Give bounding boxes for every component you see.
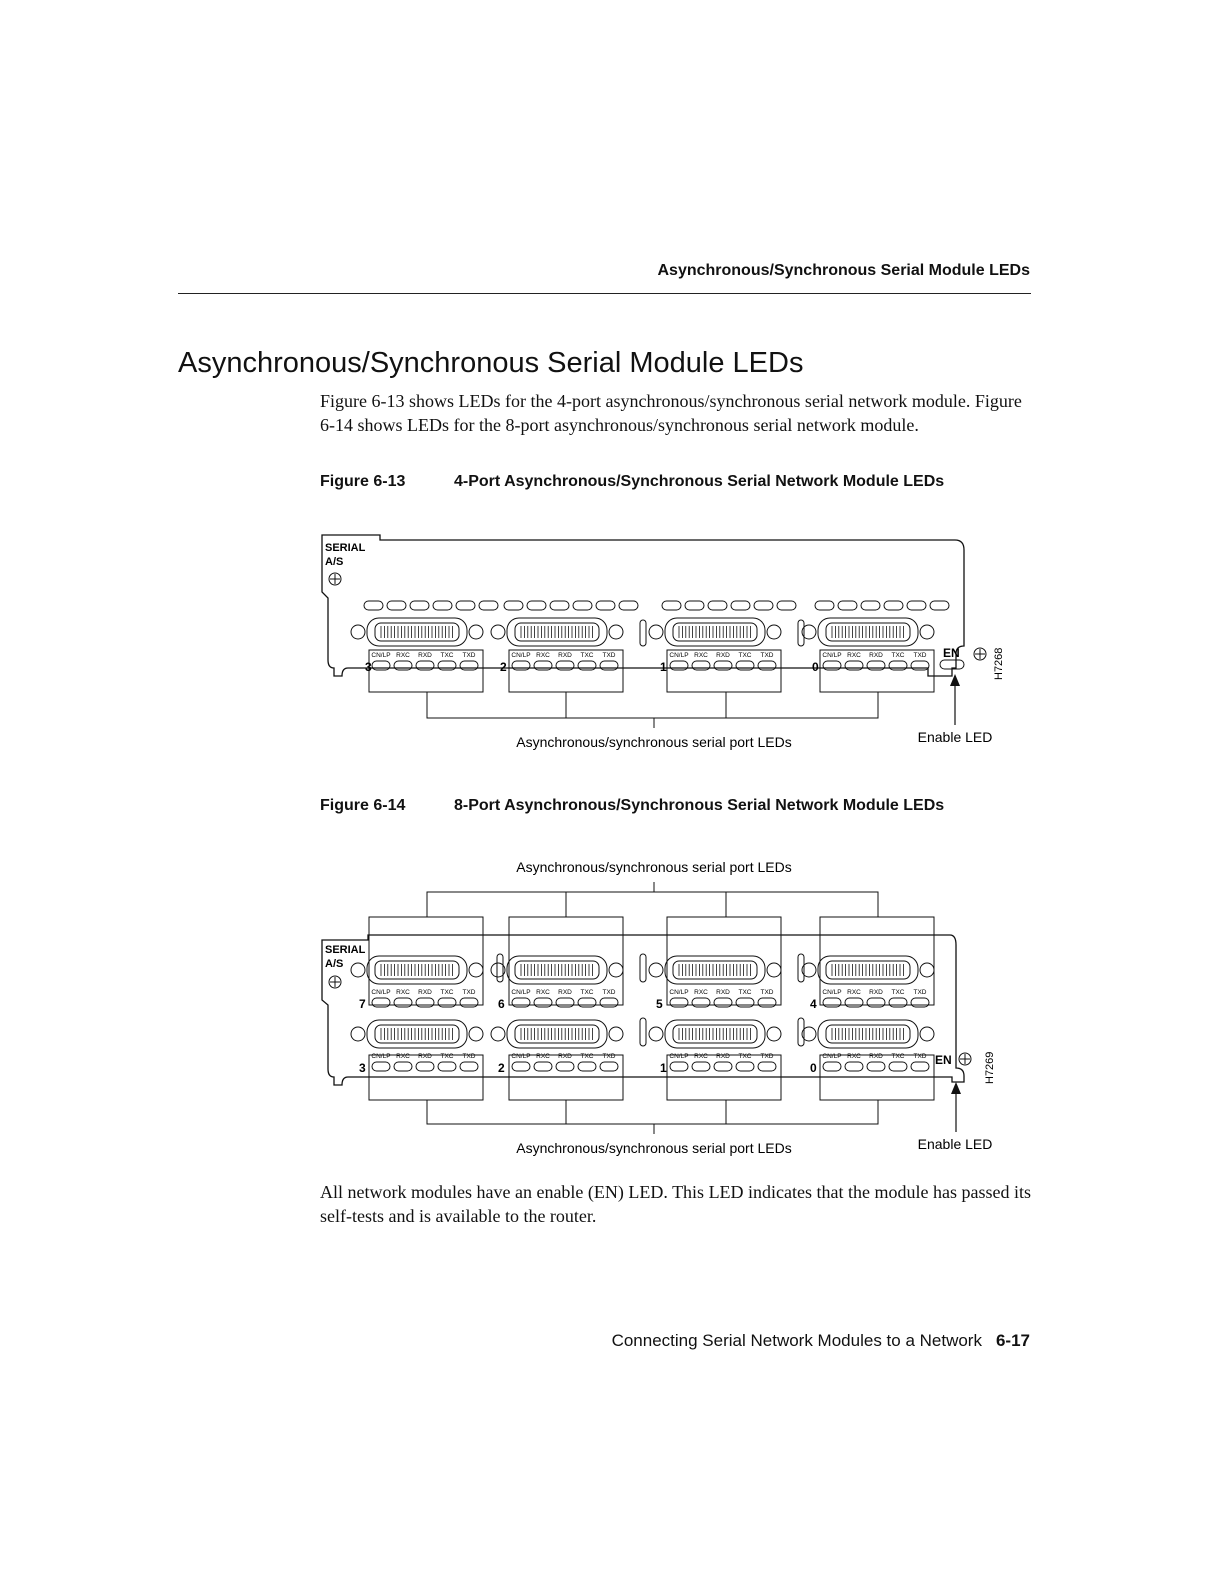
- enable-led-label: EN: [943, 646, 960, 660]
- port-led: [460, 661, 478, 670]
- port-led: [670, 661, 688, 670]
- enable-led-callout-label: Enable LED: [917, 729, 993, 745]
- port-led: [438, 1062, 456, 1071]
- port-led: [438, 998, 456, 1007]
- page-footer: [612, 1331, 1030, 1351]
- enable-led-arrow: [950, 674, 960, 725]
- led-label: CN/LP: [669, 652, 689, 659]
- led-label: CN/LP: [669, 1053, 689, 1060]
- port-led: [911, 1062, 929, 1071]
- panel-screw-icon: [329, 573, 341, 585]
- led-label: RXD: [716, 652, 730, 659]
- led-label: CN/LP: [371, 652, 391, 659]
- serial-connector: [649, 618, 781, 646]
- port-led: [416, 1062, 434, 1071]
- figure-title: 4-Port Asynchronous/Synchronous Serial Network Module LEDs: [454, 473, 945, 490]
- port-led: [714, 661, 732, 670]
- led-label: TXD: [760, 989, 774, 996]
- led-label: RXD: [869, 1053, 883, 1060]
- led-label: CN/LP: [511, 652, 531, 659]
- status-led: [662, 601, 681, 610]
- port-led: [460, 1062, 478, 1071]
- figure-6-14-caption: [320, 797, 944, 815]
- status-led: [861, 601, 880, 610]
- port-led: [911, 661, 929, 670]
- port-number-1: 1: [660, 660, 667, 674]
- serial-connector: [351, 956, 483, 984]
- led-label: TXD: [760, 1053, 774, 1060]
- port-led: [556, 998, 574, 1007]
- port-number-3: 3: [359, 1061, 366, 1075]
- slot-divider: [798, 620, 804, 646]
- port-led: [823, 661, 841, 670]
- led-label: RXD: [869, 652, 883, 659]
- led-label: TXD: [602, 989, 616, 996]
- running-header: Asynchronous/Synchronous Serial Module LEDs: [657, 262, 1030, 279]
- port-led: [867, 1062, 885, 1071]
- led-label: TXC: [580, 1053, 594, 1060]
- port-number-2: 2: [500, 660, 507, 674]
- led-label: CN/LP: [822, 989, 842, 996]
- status-led: [777, 601, 796, 610]
- port-led: [823, 998, 841, 1007]
- port-led-row: [511, 989, 618, 1007]
- status-led: [504, 601, 523, 610]
- slot-divider: [798, 954, 804, 982]
- led-label: CN/LP: [669, 989, 689, 996]
- led-label: TXC: [891, 1053, 905, 1060]
- led-label: CN/LP: [371, 1053, 391, 1060]
- led-label: RXD: [558, 989, 572, 996]
- status-led: [754, 601, 773, 610]
- bottom-port-leds-callout: [427, 1100, 878, 1134]
- led-label: TXD: [462, 989, 476, 996]
- port-led: [578, 1062, 596, 1071]
- port-led-row: [669, 1053, 776, 1071]
- led-label: TXC: [738, 652, 752, 659]
- port-led-row: [511, 1053, 618, 1071]
- figure-title: 8-Port Asynchronous/Synchronous Serial Network Module LEDs: [454, 797, 945, 814]
- led-label: RXD: [418, 989, 432, 996]
- port-led: [758, 1062, 776, 1071]
- port-led: [512, 998, 530, 1007]
- panel-label-as: A/S: [325, 958, 344, 970]
- led-label: RXC: [847, 989, 861, 996]
- port-led: [394, 998, 412, 1007]
- footer-chapter: Connecting Serial Network Modules to a Network: [611, 1331, 982, 1350]
- led-label: CN/LP: [822, 1053, 842, 1060]
- port-led: [845, 661, 863, 670]
- led-label: CN/LP: [822, 652, 842, 659]
- port-led: [867, 998, 885, 1007]
- port-led-row: [669, 989, 776, 1007]
- status-led: [410, 601, 429, 610]
- status-led: [479, 601, 498, 610]
- led-label: RXD: [716, 989, 730, 996]
- port-led: [534, 1062, 552, 1071]
- port-led: [714, 998, 732, 1007]
- serial-connector: [649, 956, 781, 984]
- status-led: [838, 601, 857, 610]
- port-led: [670, 998, 688, 1007]
- port-led-row: [371, 652, 478, 670]
- port-led: [438, 661, 456, 670]
- port-number-4: 4: [810, 997, 817, 1011]
- status-led: [527, 601, 546, 610]
- status-led: [387, 601, 406, 610]
- slot-divider: [640, 954, 646, 982]
- port-led-row: [669, 652, 776, 670]
- serial-connector: [351, 1020, 483, 1048]
- serial-connector: [802, 618, 934, 646]
- led-label: RXC: [694, 1053, 708, 1060]
- port-led: [460, 998, 478, 1007]
- led-label: TXD: [913, 989, 927, 996]
- figure-id: H7269: [984, 1051, 996, 1084]
- page-number: 6-17: [995, 1331, 1030, 1350]
- port-led: [889, 1062, 907, 1071]
- port-number-0: 0: [810, 1061, 817, 1075]
- port-led: [372, 661, 390, 670]
- led-label: TXC: [738, 989, 752, 996]
- port-led: [845, 1062, 863, 1071]
- port-led: [758, 661, 776, 670]
- slot-divider: [798, 1018, 804, 1046]
- port-led: [823, 1062, 841, 1071]
- led-label: RXC: [847, 1053, 861, 1060]
- led-label: RXD: [869, 989, 883, 996]
- status-led: [731, 601, 750, 610]
- port-number-1: 1: [660, 1061, 667, 1075]
- panel-label-as: A/S: [325, 556, 344, 568]
- serial-connector: [802, 1020, 934, 1048]
- port-led-row: [511, 652, 618, 670]
- led-label: RXC: [847, 652, 861, 659]
- port-number-0: 0: [812, 660, 819, 674]
- section-title: Asynchronous/Synchronous Serial Module LEDs: [178, 347, 804, 379]
- port-led-row: [822, 652, 929, 670]
- port-number-7: 7: [359, 997, 366, 1011]
- port-led: [758, 998, 776, 1007]
- port-led-row: [822, 1053, 929, 1071]
- port-led-row: [371, 1053, 478, 1071]
- figure-id: H7268: [993, 647, 1005, 680]
- port-led: [556, 1062, 574, 1071]
- port-led: [394, 661, 412, 670]
- serial-connector: [491, 956, 623, 984]
- led-label: TXC: [738, 1053, 752, 1060]
- led-label: RXC: [694, 652, 708, 659]
- serial-connector: [649, 1020, 781, 1048]
- slot-divider: [640, 1018, 646, 1046]
- serial-connector: [351, 618, 483, 646]
- led-label: TXC: [440, 652, 454, 659]
- figure-6-13-diagram: [310, 520, 1010, 760]
- status-led: [433, 601, 452, 610]
- led-label: RXC: [396, 989, 410, 996]
- port-led: [867, 661, 885, 670]
- led-label: CN/LP: [511, 989, 531, 996]
- intro-paragraph: Figure 6-13 shows LEDs for the 4-port asynchronous/synchronous serial network module. Figure 6-14 shows LEDs for the 8-port asynchronous/synchronous serial network module.: [320, 391, 1022, 435]
- led-label: RXD: [716, 1053, 730, 1060]
- figure-number: Figure 6-13: [320, 473, 406, 490]
- port-led: [556, 661, 574, 670]
- status-led: [573, 601, 592, 610]
- panel-label-serial: SERIAL: [325, 944, 366, 956]
- status-led: [907, 601, 926, 610]
- port-led: [512, 1062, 530, 1071]
- top-port-leds-callout: [427, 882, 878, 917]
- panel-label-serial: SERIAL: [325, 542, 366, 554]
- led-label: TXC: [891, 652, 905, 659]
- figure-number: Figure 6-14: [320, 797, 406, 814]
- led-label: RXC: [694, 989, 708, 996]
- port-led-row: [371, 989, 478, 1007]
- led-label: RXC: [536, 1053, 550, 1060]
- port-led-row: [822, 989, 929, 1007]
- led-label: TXD: [462, 652, 476, 659]
- port-led: [600, 661, 618, 670]
- port-led: [512, 661, 530, 670]
- led-label: RXC: [396, 652, 410, 659]
- led-label: CN/LP: [371, 989, 391, 996]
- panel-screw-icon: [959, 1053, 971, 1065]
- port-led: [736, 998, 754, 1007]
- panel-screw-icon: [329, 976, 341, 988]
- status-led: [619, 601, 638, 610]
- port-leds-callout: [427, 692, 878, 728]
- status-led: [596, 601, 615, 610]
- port-number-6: 6: [498, 997, 505, 1011]
- slot-divider: [497, 954, 503, 982]
- led-label: TXD: [602, 1053, 616, 1060]
- port-led: [578, 661, 596, 670]
- led-label: TXD: [760, 652, 774, 659]
- enable-led-callout-label: Enable LED: [917, 1136, 993, 1152]
- header-rule: [178, 293, 1031, 294]
- port-led: [889, 661, 907, 670]
- port-led: [600, 998, 618, 1007]
- closing-paragraph: All network modules have an enable (EN) LED. This LED indicates that the module has passed its self-tests and is available to the router.: [320, 1182, 1031, 1226]
- port-led: [845, 998, 863, 1007]
- led-label: CN/LP: [511, 1053, 531, 1060]
- status-led: [930, 601, 949, 610]
- port-led: [714, 1062, 732, 1071]
- port-led: [372, 1062, 390, 1071]
- led-label: RXD: [418, 1053, 432, 1060]
- led-label: TXD: [913, 1053, 927, 1060]
- port-led: [534, 998, 552, 1007]
- port-led: [889, 998, 907, 1007]
- port-number-3: 3: [365, 660, 372, 674]
- port-led: [670, 1062, 688, 1071]
- led-label: RXC: [396, 1053, 410, 1060]
- bottom-port-leds-callout-label: Asynchronous/synchronous serial port LEDs: [516, 1140, 792, 1156]
- port-number-5: 5: [656, 997, 663, 1011]
- port-leds-callout-label: Asynchronous/synchronous serial port LEDs: [516, 734, 792, 750]
- status-led: [550, 601, 569, 610]
- led-label: TXC: [440, 989, 454, 996]
- enable-led-arrow: [951, 1082, 961, 1132]
- serial-connector: [491, 1020, 623, 1048]
- status-led: [815, 601, 834, 610]
- led-label: RXD: [418, 652, 432, 659]
- serial-connector: [802, 956, 934, 984]
- port-led: [578, 998, 596, 1007]
- figure-6-14-diagram: [310, 850, 1010, 1160]
- port-led: [416, 998, 434, 1007]
- led-label: TXD: [462, 1053, 476, 1060]
- led-label: TXC: [580, 989, 594, 996]
- led-label: TXC: [891, 989, 905, 996]
- led-label: RXC: [536, 652, 550, 659]
- port-led: [692, 1062, 710, 1071]
- panel-screw-icon: [974, 648, 986, 660]
- port-led: [911, 998, 929, 1007]
- serial-connector: [491, 618, 623, 646]
- port-led: [372, 998, 390, 1007]
- status-led: [708, 601, 727, 610]
- led-label: TXC: [440, 1053, 454, 1060]
- port-led: [534, 661, 552, 670]
- status-led: [685, 601, 704, 610]
- port-led: [736, 1062, 754, 1071]
- led-label: RXD: [558, 652, 572, 659]
- status-led: [364, 601, 383, 610]
- slot-divider: [640, 620, 646, 646]
- led-label: TXD: [602, 652, 616, 659]
- enable-led-label: EN: [935, 1053, 952, 1067]
- port-led: [692, 998, 710, 1007]
- figure-6-13-caption: [320, 473, 944, 491]
- led-label: RXC: [536, 989, 550, 996]
- led-label: TXD: [913, 652, 927, 659]
- top-port-leds-callout-label: Asynchronous/synchronous serial port LEDs: [516, 859, 792, 875]
- led-label: RXD: [558, 1053, 572, 1060]
- port-led: [600, 1062, 618, 1071]
- port-number-2: 2: [498, 1061, 505, 1075]
- status-led: [884, 601, 903, 610]
- port-led: [394, 1062, 412, 1071]
- port-led: [736, 661, 754, 670]
- status-led: [456, 601, 475, 610]
- led-label: TXC: [580, 652, 594, 659]
- port-led: [692, 661, 710, 670]
- port-led: [416, 661, 434, 670]
